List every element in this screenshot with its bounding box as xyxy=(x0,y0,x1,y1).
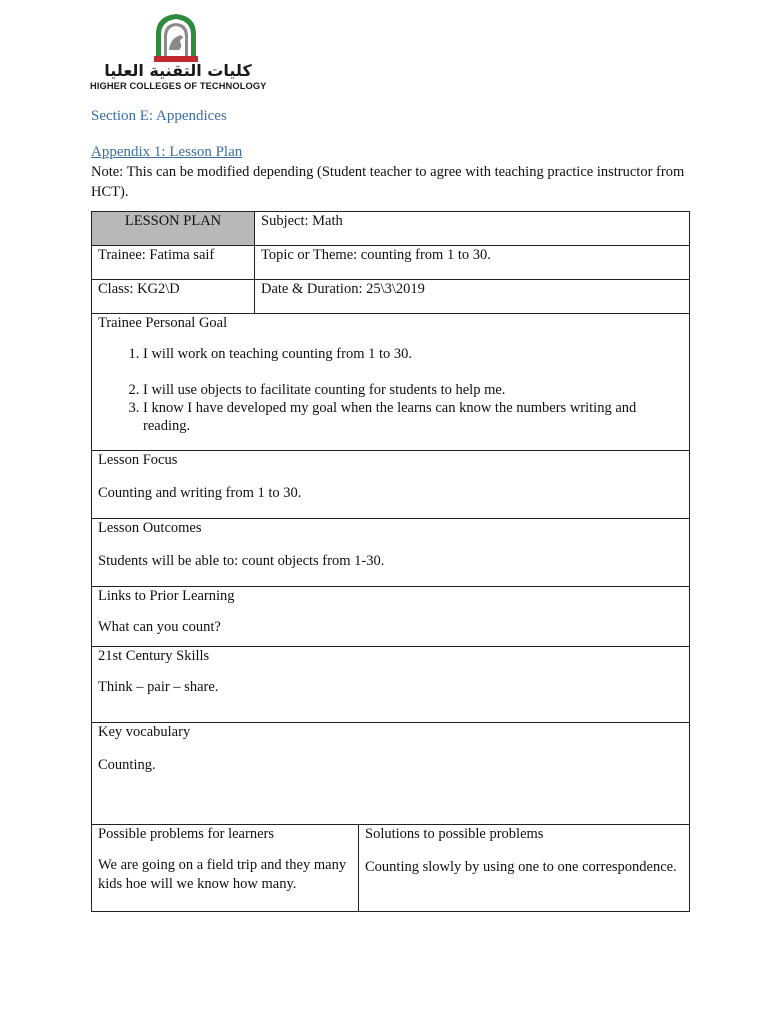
prior-learning-label: Links to Prior Learning xyxy=(98,588,235,604)
trainee-cell: Trainee: Fatima saif xyxy=(92,246,255,280)
key-vocabulary-text: Counting. xyxy=(98,757,156,773)
solutions-cell xyxy=(359,825,690,912)
problems-text: We are going on a field trip and they many kids hoe will we know how many. xyxy=(98,857,347,892)
problems-cell xyxy=(92,825,359,912)
table-row-lesson-focus xyxy=(92,451,690,519)
table-row-header xyxy=(92,212,690,246)
list-item: 1. I will work on teaching counting from 1 to 30. xyxy=(143,345,683,363)
key-vocabulary-cell xyxy=(92,723,690,825)
section-title: Section E: Appendices xyxy=(91,108,227,124)
list-item: 3. I know I have developed my goal when the learns can know the numbers writing and reading. xyxy=(143,399,683,435)
problems-label: Possible problems for learners xyxy=(98,826,274,842)
lesson-plan-table xyxy=(91,211,690,912)
prior-learning-text: What can you count? xyxy=(98,619,221,635)
logo-english-text: HIGHER COLLEGES OF TECHNOLOGY xyxy=(90,81,267,91)
logo-arabic-text: كليات التقنية العليا xyxy=(104,61,252,80)
table-row-century-skills xyxy=(92,647,690,723)
table-row-prior-learning xyxy=(92,587,690,647)
prior-learning-cell xyxy=(92,587,690,647)
date-duration-cell: Date & Duration: 25\3\2019 xyxy=(255,280,690,314)
class-cell: Class: KG2\D xyxy=(92,280,255,314)
lesson-outcomes-text: Students will be able to: count objects from 1-30. xyxy=(98,553,385,569)
lesson-outcomes-label: Lesson Outcomes xyxy=(98,520,202,536)
century-skills-label: 21st Century Skills xyxy=(98,648,210,664)
topic-cell: Topic or Theme: counting from 1 to 30. xyxy=(255,246,690,280)
lesson-focus-label: Lesson Focus xyxy=(98,452,178,468)
key-vocabulary-label: Key vocabulary xyxy=(98,724,191,740)
solutions-text: Counting slowly by using one to one correspondence. xyxy=(365,859,677,875)
century-skills-text: Think – pair – share. xyxy=(98,679,219,695)
lesson-outcomes-cell xyxy=(92,519,690,587)
table-row-class xyxy=(92,280,690,314)
personal-goal-cell xyxy=(92,314,690,451)
table-row-lesson-outcomes xyxy=(92,519,690,587)
century-skills-cell xyxy=(92,647,690,723)
lesson-focus-cell xyxy=(92,451,690,519)
hct-logo xyxy=(88,12,268,92)
personal-goal-label: Trainee Personal Goal xyxy=(98,315,228,331)
table-row-key-vocabulary xyxy=(92,723,690,825)
list-item: 2. I will use objects to facilitate counting for students to help me. xyxy=(143,381,683,399)
solutions-label: Solutions to possible problems xyxy=(365,826,544,842)
note-text: Note: This can be modified depending (Student teacher to agree with teaching practice instructor from HCT). xyxy=(91,164,685,200)
table-row-personal-goal xyxy=(92,314,690,451)
table-row-trainee xyxy=(92,246,690,280)
hct-emblem-icon xyxy=(152,12,200,62)
appendix-title: Appendix 1: Lesson Plan xyxy=(91,144,243,160)
personal-goal-list xyxy=(98,345,683,435)
table-row-problems-solutions xyxy=(92,825,690,912)
lesson-focus-text: Counting and writing from 1 to 30. xyxy=(98,485,302,501)
lesson-plan-header: LESSON PLAN xyxy=(92,212,255,246)
subject-cell: Subject: Math xyxy=(255,212,690,246)
